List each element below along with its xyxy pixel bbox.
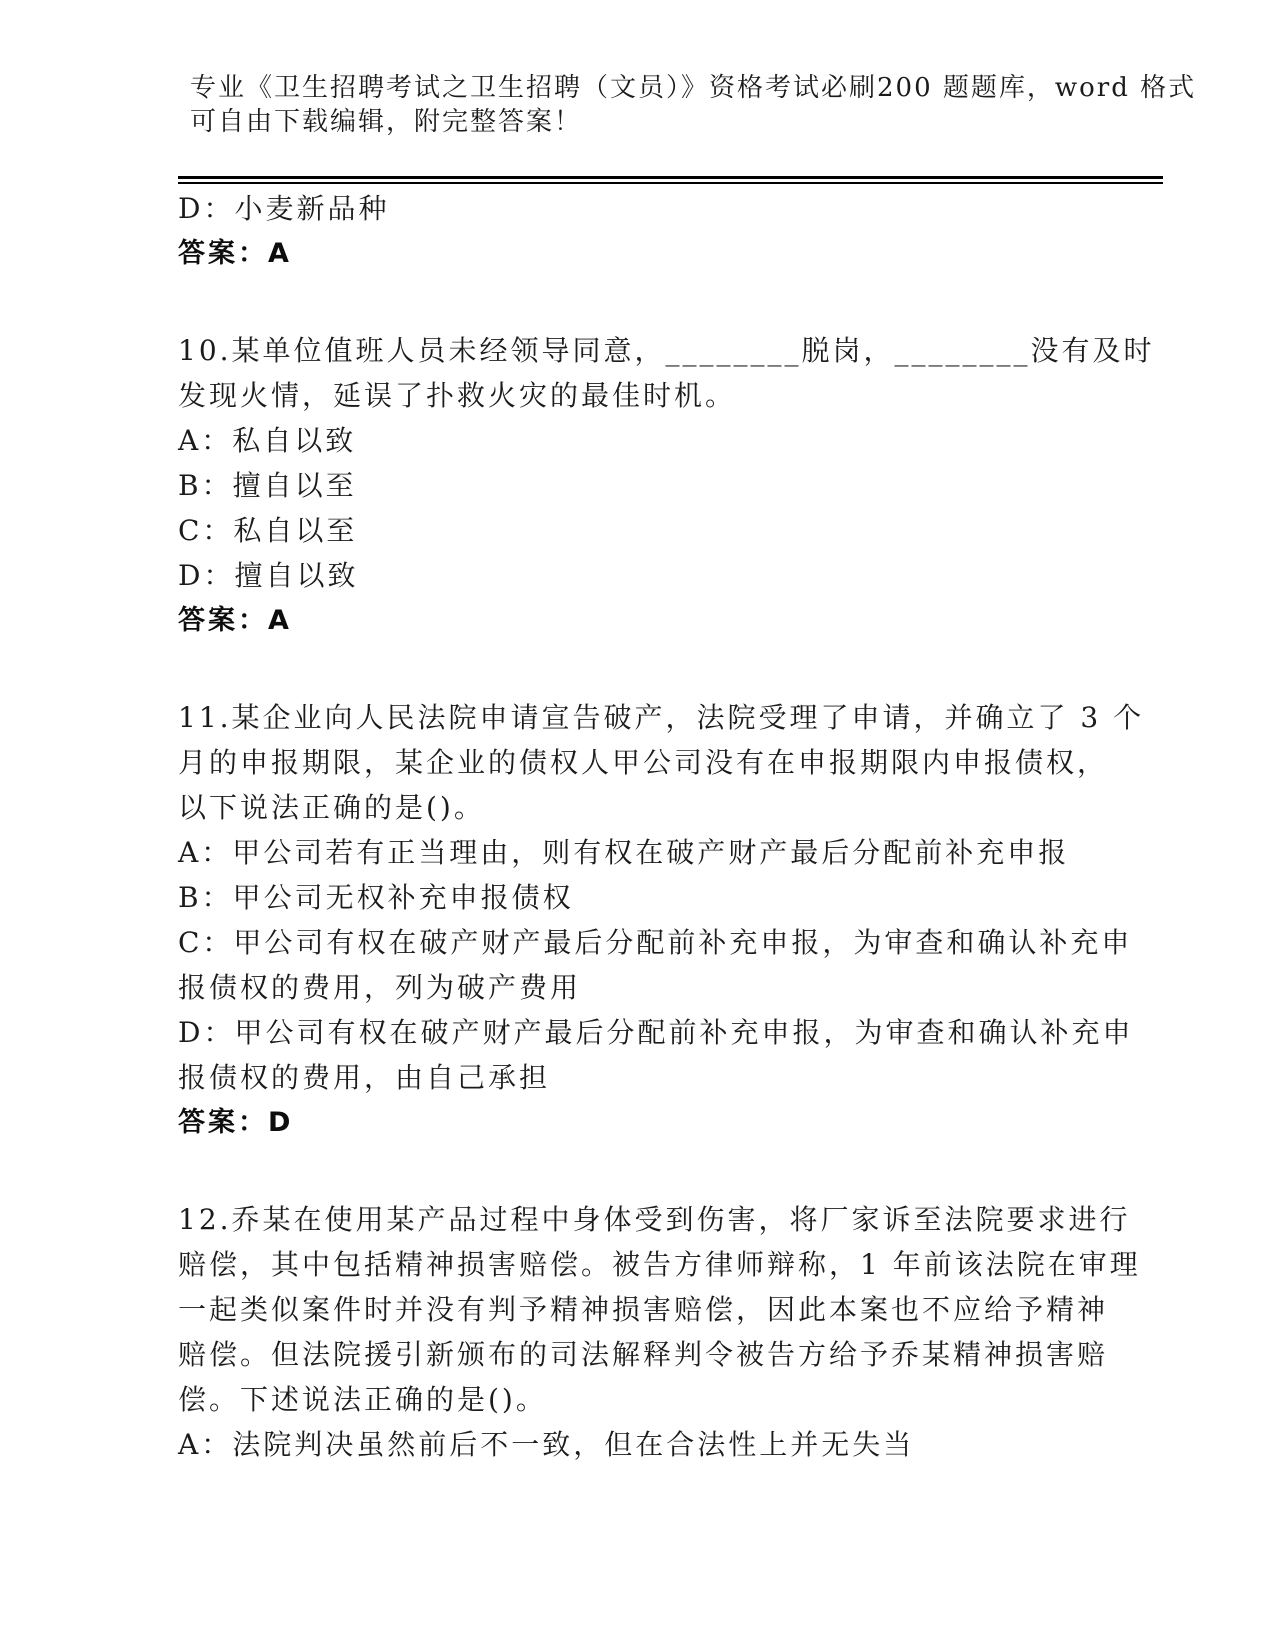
question-11-option-d-line-2: 报债权的费用，由自己承担 [178,1061,551,1094]
question-9-option-d: D：小麦新品种 [178,192,390,225]
question-10-option-d: D：擅自以致 [178,559,359,592]
question-12-option-a: A：法院判决虽然前后不一致，但在合法性上并无失当 [178,1428,915,1461]
question-12-text-line-3: 一起类似案件时并没有判予精神损害赔偿，因此本案也不应给予精神 [178,1293,1109,1326]
question-10-option-a: A：私自以致 [178,424,357,457]
question-11-text-line-2: 月的申报期限，某企业的债权人甲公司没有在申报期限内申报债权， [178,746,1109,779]
question-10-option-c: C：私自以至 [178,514,358,547]
header-line-1: 专业《卫生招聘考试之卫生招聘（文员）》资格考试必刷200 题题库，word 格式 [190,73,1197,103]
question-12-text-line-4: 赔偿。但法院援引新颁布的司法解释判令被告方给予乔某精神损害赔 [178,1338,1109,1371]
question-11-option-a: A：甲公司若有正当理由，则有权在破产财产最后分配前补充申报 [178,836,1070,869]
question-10-text-line-2: 发现火情，延误了扑救火灾的最佳时机。 [178,379,737,412]
question-11-option-c-line-1: C：甲公司有权在破产财产最后分配前补充申报，为审查和确认补充申 [178,926,1133,959]
question-11-text-line-3: 以下说法正确的是()。 [178,791,485,824]
question-11-option-c-line-2: 报债权的费用，列为破产费用 [178,971,582,1004]
header-line-2: 可自由下载编辑，附完整答案！ [190,107,583,137]
question-11-option-d-line-1: D：甲公司有权在破产财产最后分配前补充申报，为审查和确认补充申 [178,1016,1134,1049]
question-10-option-b: B：擅自以至 [178,469,357,502]
question-12-text-line-1: 12.乔某在使用某产品过程中身体受到伤害，将厂家诉至法院要求进行 [178,1203,1131,1236]
question-11-text-line-1: 11.某企业向人民法院申请宣告破产，法院受理了申请，并确立了 3 个 [178,701,1145,734]
question-11-answer: 答案：D [178,1107,294,1138]
question-11-option-b: B：甲公司无权补充申报债权 [178,881,574,914]
question-10-answer: 答案：A [178,605,292,636]
question-12-text-line-5: 偿。下述说法正确的是()。 [178,1383,547,1416]
question-12-text-line-2: 赔偿，其中包括精神损害赔偿。被告方律师辩称，1 年前该法院在审理 [178,1248,1141,1281]
document-body [178,186,1155,1467]
document-header [190,71,1197,139]
question-9-answer: 答案：A [178,238,292,269]
question-10-text-line-1: 10.某单位值班人员未经领导同意，________脱岗，________没有及时 [178,334,1155,367]
header-divider-rule [178,176,1163,184]
